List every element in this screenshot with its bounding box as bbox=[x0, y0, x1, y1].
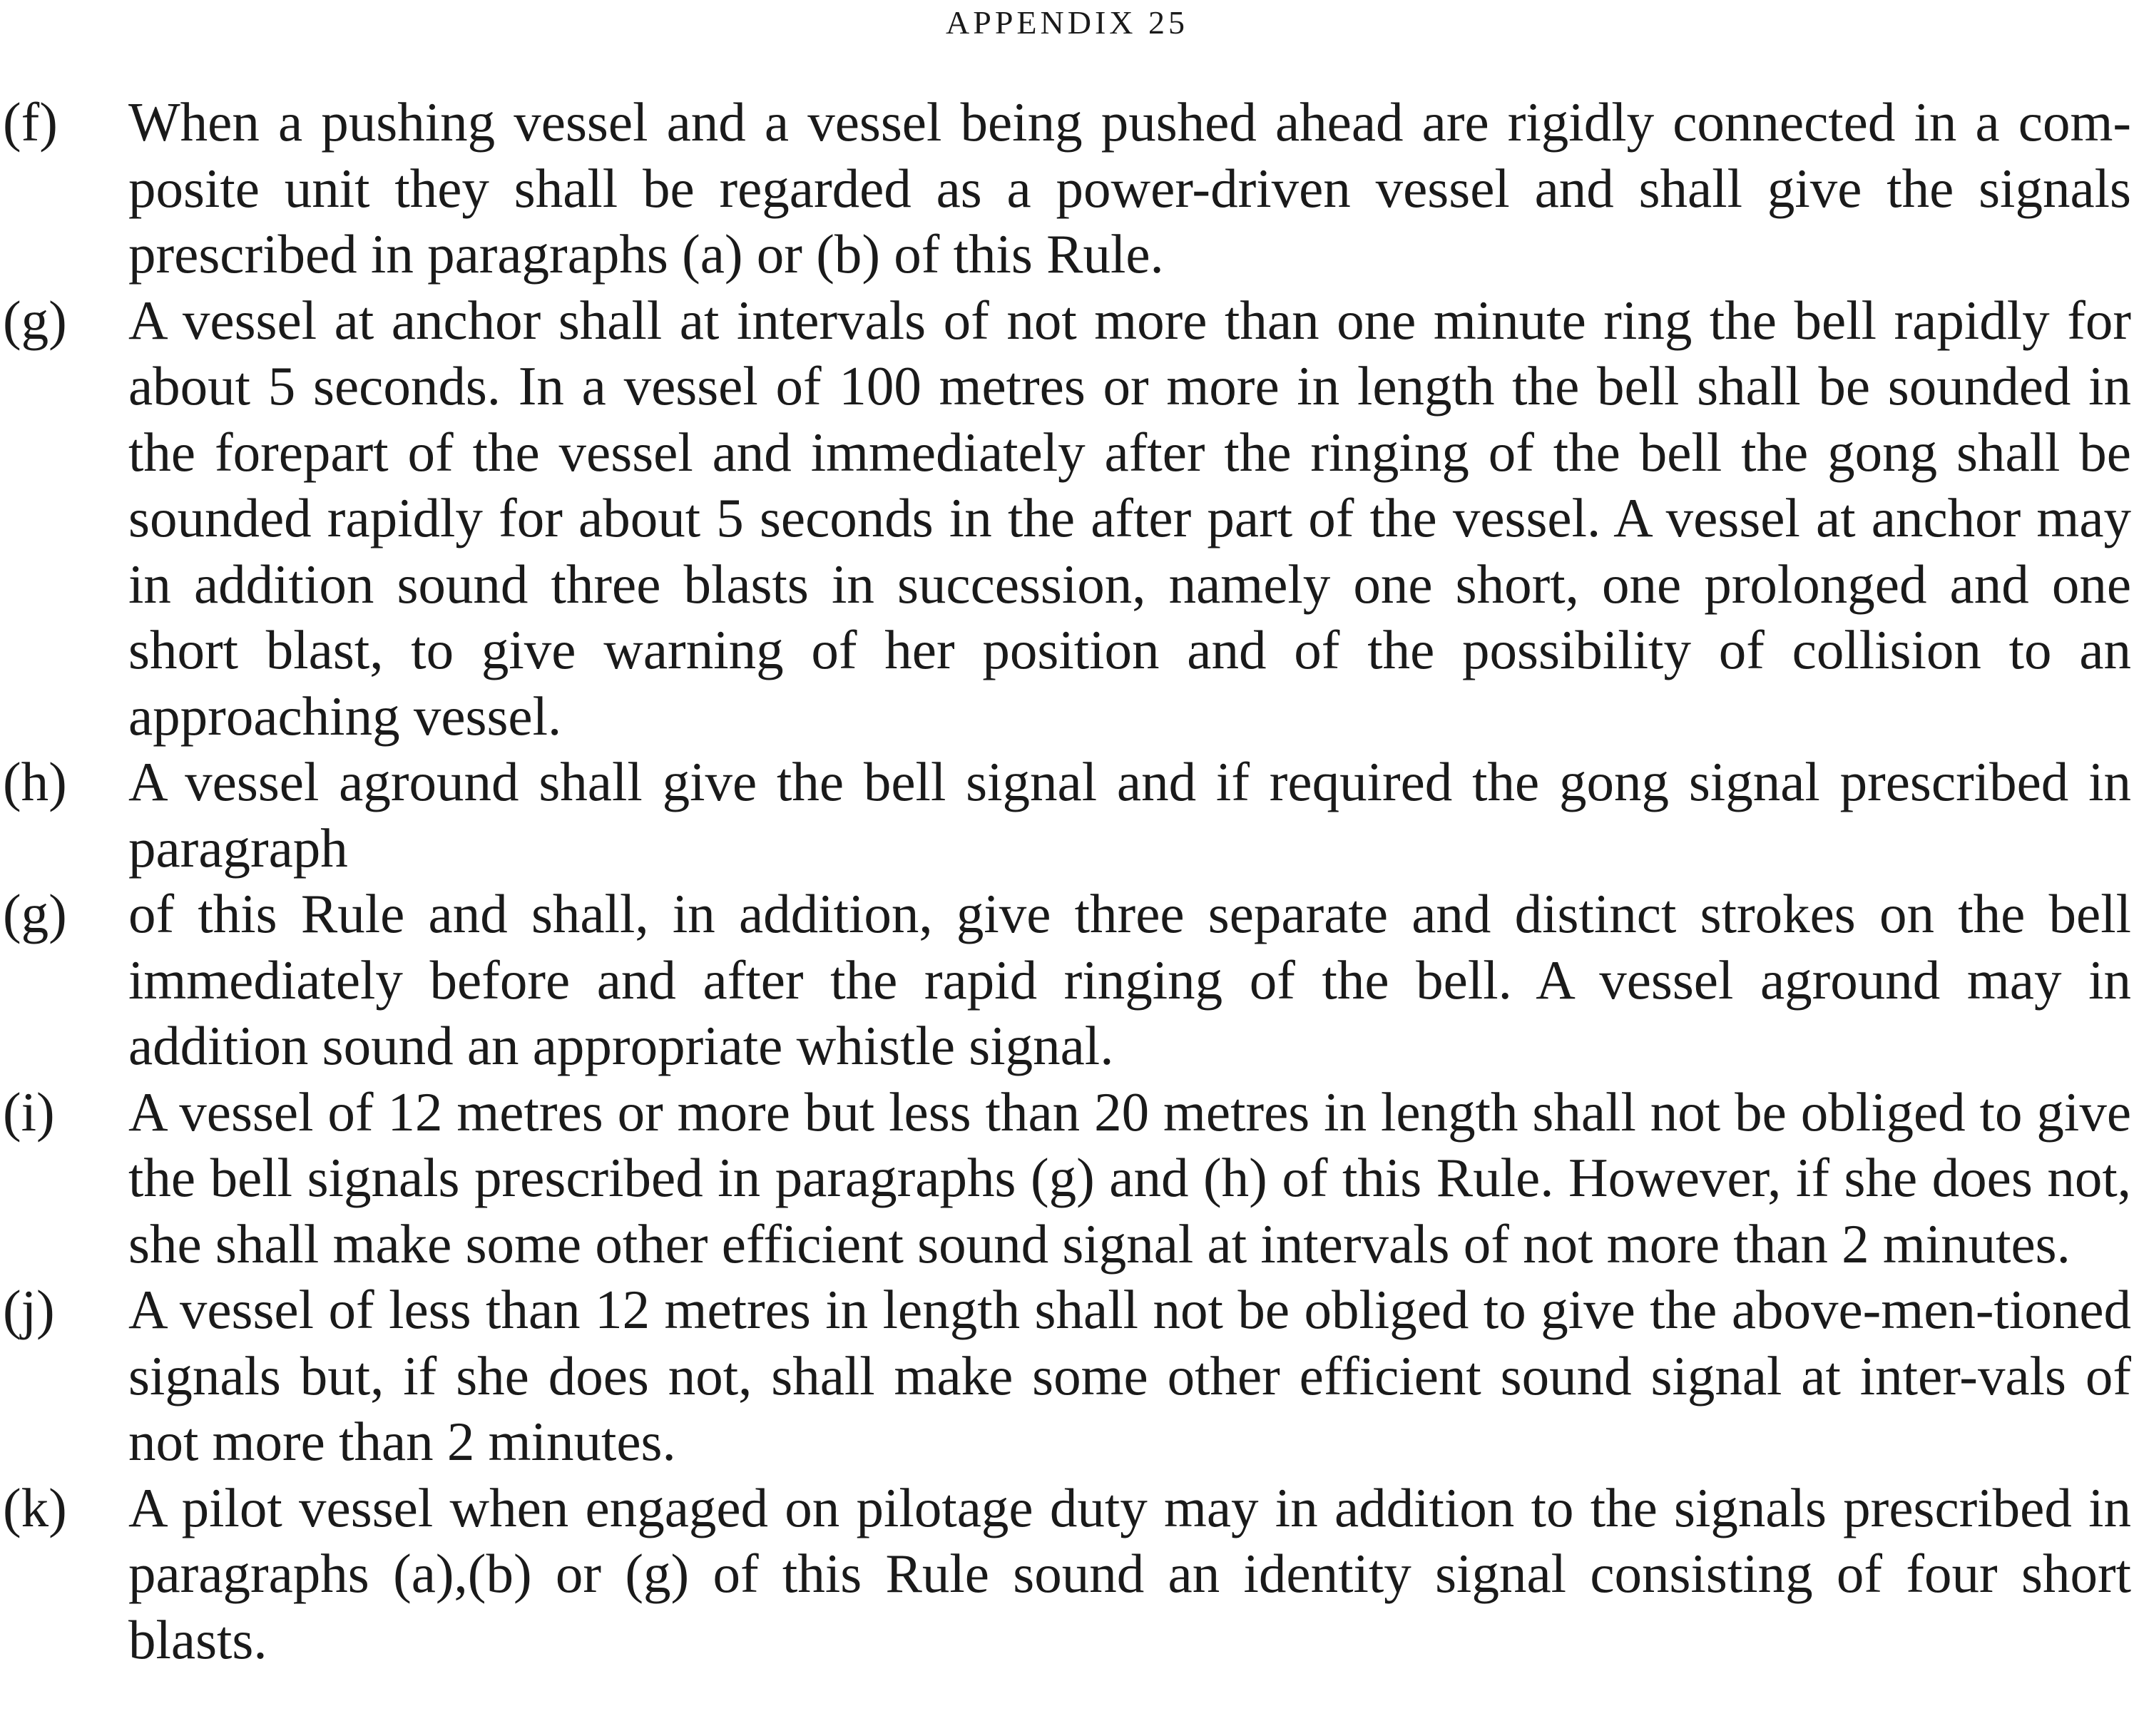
paragraph-i bbox=[0, 1079, 2131, 1277]
paragraph-label: (k) bbox=[3, 1476, 67, 1538]
paragraph-text: A vessel at anchor shall at intervals of not more than one minute ring the bell rapidly for about 5 seconds. In a vessel of 100 metres or more in length the bell shall be sounded in the forepart of the vessel and immediately after the ringing of the bell the gong shall be sounded rapidly for about 5 seconds in the after part of the vessel. A vessel at anchor may in addition sound three blasts in succession, namely one short, one prolonged and one short blast, to give warning of her position and of the possibility of collision to an approaching vessel. bbox=[128, 289, 2131, 747]
paragraph-label: (i) bbox=[3, 1081, 55, 1143]
paragraph-text: A vessel of 12 metres or more but less than 20 metres in length shall not be obliged to give the bell signals prescribed in paragraphs (g) and (h) of this Rule. However, if she does not, she shall make some other efficient sound signal at intervals of not more than 2 minutes. bbox=[128, 1081, 2131, 1275]
paragraph-label: (g) bbox=[3, 883, 67, 944]
paragraph-label: (g) bbox=[3, 289, 67, 351]
paragraph-text: A pilot vessel when engaged on pilotage duty may in addition to the signals prescribed in paragraphs (a),(b) or (g) of this Rule sound an identity signal consisting of four short blasts. bbox=[128, 1476, 2131, 1670]
paragraph-k bbox=[0, 1475, 2131, 1673]
paragraph-label: (j) bbox=[3, 1279, 55, 1340]
paragraph-text: of this Rule and shall, in addition, give three separate and distinct strokes on the bell immediately before and after the rapid ringing of the bell. A vessel aground may in addition sound an appropriate whistle signal. bbox=[128, 883, 2131, 1076]
paragraph-g bbox=[0, 287, 2131, 750]
running-head: APPENDIX 25 bbox=[946, 4, 1188, 41]
paragraph-label: (h) bbox=[3, 751, 67, 812]
paragraph-g-continued bbox=[0, 881, 2131, 1079]
paragraph-j bbox=[0, 1277, 2131, 1475]
rule-text-body bbox=[0, 89, 2131, 1673]
paragraph-text: A vessel of less than 12 metres in length shall not be obliged to give the above-men-tioned signals but, if she does not, shall make some other efficient sound signal at inter-vals of not more than 2 minutes. bbox=[128, 1279, 2131, 1472]
paragraph-label: (f) bbox=[3, 91, 58, 153]
paragraph-text: When a pushing vessel and a vessel being pushed ahead are rigidly connected in a com-posite unit they shall be regarded as a power-driven vessel and shall give the signals prescribed in paragraphs (a) or (b) of this Rule. bbox=[128, 91, 2131, 285]
paragraph-h bbox=[0, 749, 2131, 881]
paragraph-f bbox=[0, 89, 2131, 287]
paragraph-text: A vessel aground shall give the bell signal and if required the gong signal prescribed in paragraph bbox=[128, 751, 2131, 879]
